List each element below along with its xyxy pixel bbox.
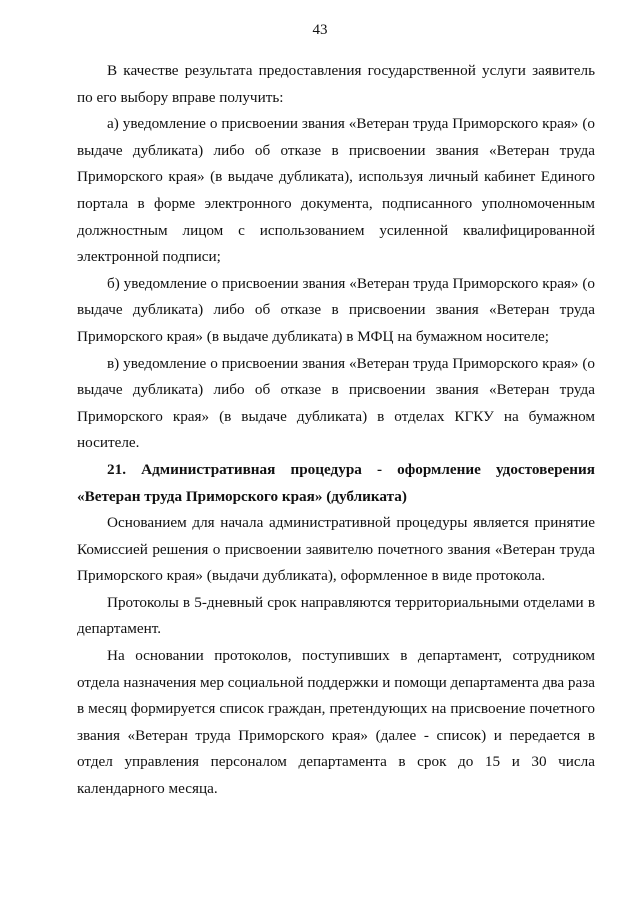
basis-paragraph: Основанием для начала административной процедуры является принятие Комиссией решения о присвоении заявителю почетного звания «Ветеран труда Приморского края» (выдачи дубликата), оформленное в виде протокола. xyxy=(77,514,595,585)
list-formation-paragraph: На основании протоколов, поступивших в департамент, сотрудником отдела назначения мер социальной поддержки и помощи департамента два раза в месяц формируется список граждан, претендующих на присвоение почетного звания «Ветеран труда Приморского края» (далее - список) и передается в отдел управления персоналом департамента в срок до 15 и 30 числа календарного месяца. xyxy=(77,647,595,798)
page-number: 43 xyxy=(312,22,328,38)
result-item-b-paragraph: б) уведомление о присвоении звания «Ветеран труда Приморского края» (о выдаче дубликата) либо об отказе в присвоении звания «Ветеран труда Приморского края» (в выдаче дубликата) в МФЦ на бумажном носителе; xyxy=(77,274,595,345)
protocols-paragraph: Протоколы в 5-дневный срок направляются территориальными отделами в департамент. xyxy=(77,593,595,638)
result-intro-paragraph: В качестве результата предоставления государственной услуги заявитель по его выбору вправе получить: xyxy=(77,62,595,106)
document-body xyxy=(77,58,595,803)
section-heading: 21. Административная процедура - оформление удостоверения «Ветеран труда Приморского края» (дубликата) xyxy=(77,460,595,505)
result-item-a-paragraph: а) уведомление о присвоении звания «Ветеран труда Приморского края» (о выдаче дубликата) либо об отказе в присвоении звания «Ветеран труда Приморского края» (в выдаче дубликата), используя личный кабинет Единого портала в форме электронного документа, подписанного уполномоченным должностным лицом с использованием усиленной квалифицированной электронной подписи; xyxy=(77,115,595,266)
result-item-c-paragraph: в) уведомление о присвоении звания «Ветеран труда Приморского края» (о выдаче дубликата) либо об отказе в присвоении звания «Ветеран труда Приморского края» (в выдаче дубликата) в отделах КГКУ на бумажном носителе. xyxy=(77,354,595,452)
